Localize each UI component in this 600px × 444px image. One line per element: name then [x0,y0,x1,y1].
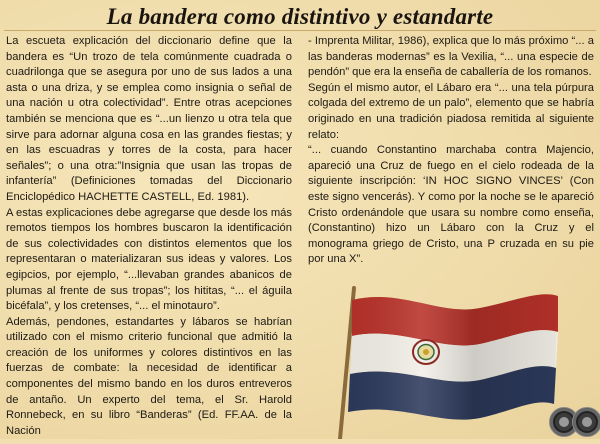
left-paragraph-3: Además, pendones, estandartes y lábaros se habrían utilizado con el mismo criterio funcional que admitió la creación de los uniformes y colores distintivos en las fuerzas de combate: la necesidad de identificar a componentes del mismo bando en los duros entreveros de antaño. Un experto del tema, el Sr. Harold Ronnebeck, en su libro “Banderas” (Ed. FF.AA. de la Nación [6,315,292,437]
left-paragraph-1: La escueta explicación del diccionario define que la bandera es “Un trozo de tela comúnmente cuadrada o cuadrilonga que se asegura por uno de sus lados a una asta o una driza, y se emplea como insignia o señal de una nación u otra colectividad”. Entre otras acepciones también se menciona que es “...un lienzo u otra tela que sirve para adornar alguna cosa en las grandes fiestas; y en las escuadras y torres de la costa, para hacer señales”; o una otra:”Insignia que usan las tropas de infantería” (Definiciones tomadas del Diccionario Enciclopédico HACHETTE CASTELL, Ed. 1981). [6,35,292,203]
right-column [308,34,594,268]
right-paragraph-2: Según el mismo autor, el Lábaro era “... una tela púrpura colgada del extremo de un palo”, elemento que se habría originado en una tradición piadosa remitida al siguiente relato: [308,81,594,141]
right-paragraph-1: - Imprenta Militar, 1986), explica que lo más próximo “... a las banderas modernas” es la Vexilia, “... una especie de pendón” que era la enseña de caballería de los romanos. [308,35,594,79]
seal-icon [572,407,600,437]
paraguay-flag-image [330,286,570,439]
left-column [6,34,292,439]
right-paragraph-3: “... cuando Constantino marchaba contra Majencio, apareció una Cruz de fuego en el cielo rodeada de la siguiente inscripción: ‘IN HOC SIGNO VINCES’ (Con este signo vencerás). Y como por la noche se le apareció Cristo ordenándole que usara su nombre como enseña, (Constantino) hizo un Lábaro con la Cruz y el monograma griego de Cristo, una P cruzada en su pie por una X”. [308,144,594,266]
paraguay-flag-icon [330,286,570,439]
left-paragraph-2: A estas explicaciones debe agregarse que desde los más remotos tiempos los hombres buscaron la identificación de sus colectividades con distintos elementos que los representaran o materializaran sus ideas y valores. Los egipcios, por ejemplo, “...llevaban grandes abanicos de plumas al frente de sus tropas”; los hititas, “... el águila bicéfala”, y los cretenses, “... el minotauro”. [6,206,292,313]
page-title: La bandera como distintivo y estandarte [106,4,494,29]
title-divider [4,30,596,31]
